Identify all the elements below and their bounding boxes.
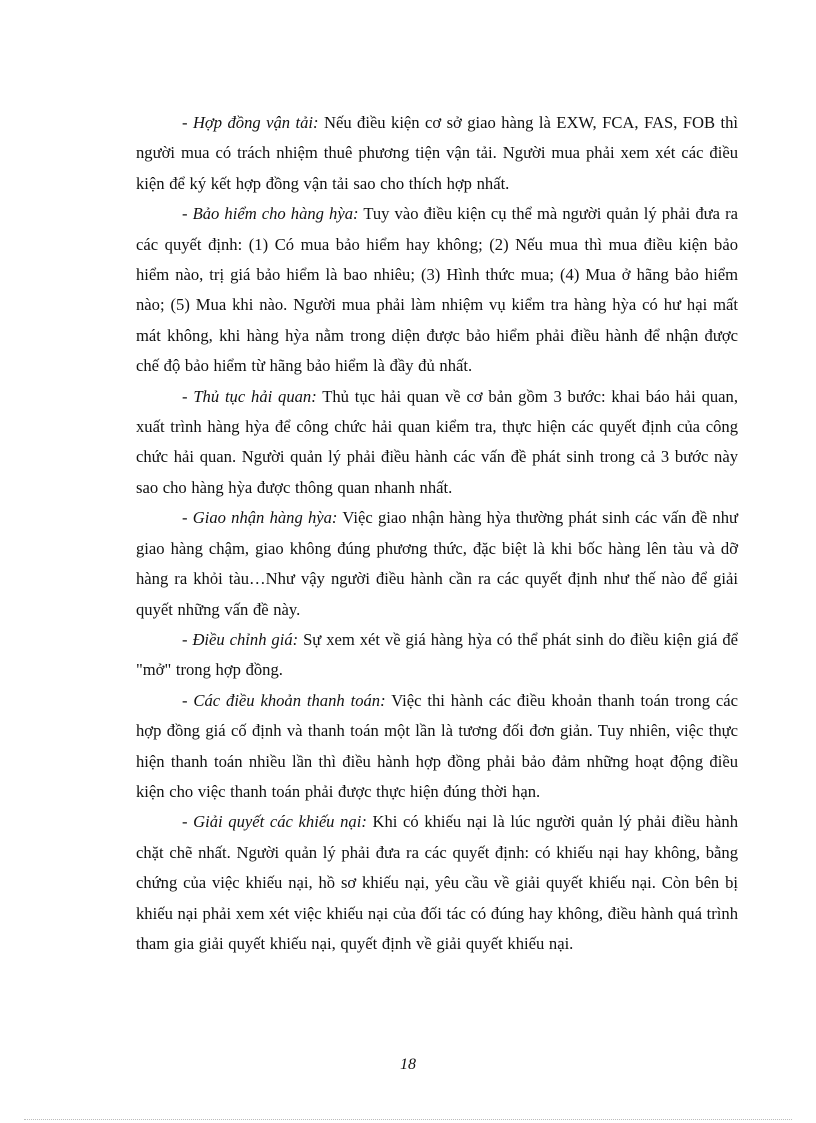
paragraph-text: Khi có khiếu nại là lúc người quản lý phải điều hành chặt chẽ nhất. Người quản lý phải đưa ra các quyết định: có khiếu nại hay không, bằng chứng của việc khiếu nại, hồ sơ khiếu nại, yêu cầu về giải quyết khiếu nại. Còn bên bị khiếu nại phải xem xét việc khiếu nại của đối tác có đúng hay không, điều hành quá trình tham gia giải quyết khiếu nại, quyết định về giải quyết khiếu nại. (136, 812, 738, 953)
paragraph-text: Tuy vào điều kiện cụ thể mà người quản lý phải đưa ra các quyết định: (1) Có mua bảo hiểm hay không; (2) Nếu mua thì mua điều kiện bảo hiểm nào, trị giá bảo hiểm là bao nhiêu; (3) Hình thức mua; (4) Mua ở hãng bảo hiểm nào; (5) Mua khi nào. Người mua phải làm nhiệm vụ kiểm tra hàng hỳa có hư hại mất mát không, khi hàng hỳa nằm trong diện được bảo hiểm phải điều hành để nhận được chế độ bảo hiểm từ hãng bảo hiểm là đầy đủ nhất. (136, 204, 738, 376)
paragraph-transport-contract (136, 108, 738, 199)
paragraph-text: Việc giao nhận hàng hỳa thường phát sinh các vấn đề như giao hàng chậm, giao không đúng phương thức, đặc biệt là khi bốc hàng lên tàu và dỡ hàng ra khỏi tàu…Như vậy người điều hành cần ra các quyết định như thế nào để giải quyết những vấn đề này. (136, 508, 738, 619)
paragraph-text: Sự xem xét về giá hàng hỳa có thể phát sinh do điều kiện giá để "mở" trong hợp đồng. (136, 629, 738, 680)
page-number: 18 (400, 1056, 416, 1073)
paragraph-price-adjustment (136, 625, 738, 686)
paragraph-title: - Giải quyết các khiếu nại: (182, 812, 367, 832)
paragraph-text: Nếu điều kiện cơ sở giao hàng là EXW, FCA, FAS, FOB thì người mua có trách nhiệm thuê phương tiện vận tải. Người mua phải xem xét các điều kiện để ký kết hợp đồng vận tải sao cho thích hợp nhất. (136, 113, 738, 193)
paragraph-text: Thủ tục hải quan về cơ bản gồm 3 bước: khai báo hải quan, xuất trình hàng hỳa để công chức hải quan kiểm tra, thực hiện các quyết định của công chức hải quan. Người quản lý phải điều hành các vấn đề phát sinh trong cả 3 bước này sao cho hàng hỳa được thông quan nhanh nhất. (136, 386, 738, 497)
paragraph-title: - Các điều khoản thanh toán: (182, 690, 386, 710)
paragraph-title: - Giao nhận hàng hỳa: (182, 508, 338, 528)
paragraph-title: - Thủ tục hải quan: (182, 386, 317, 406)
paragraph-title: - Điều chỉnh giá: (182, 629, 299, 649)
paragraph-claims-resolution (136, 807, 738, 959)
paragraph-title: - Hợp đồng vận tải: (182, 113, 319, 132)
paragraph-cargo-insurance (136, 199, 738, 381)
paragraph-text: Việc thi hành các điều khoản thanh toán trong các hợp đồng giá cố định và thanh toán một lần là tương đối đơn giản. Tuy nhiên, việc thực hiện thanh toán nhiều lần thì điều hành hợp đồng phải bảo đảm những hoạt động điều kiện cho việc thanh toán phải được thực hiện đúng thời hạn. (136, 690, 738, 801)
document-body (136, 108, 738, 959)
paragraph-payment-terms (136, 686, 738, 808)
page-bottom-divider (24, 1119, 792, 1120)
paragraph-customs-procedures (136, 382, 738, 504)
paragraph-goods-delivery (136, 503, 738, 625)
paragraph-title: - Bảo hiểm cho hàng hỳa: (182, 204, 359, 224)
